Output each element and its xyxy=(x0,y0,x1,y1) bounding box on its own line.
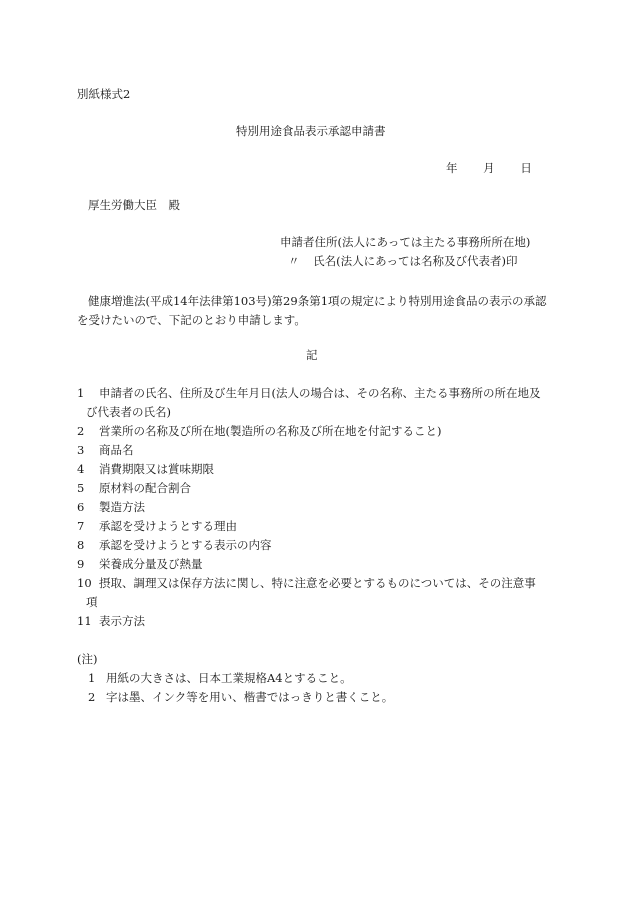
body-line-1: 健康増進法(平成14年法律第103号)第29条第1項の規定により特別用途食品の表示の承認 xyxy=(88,294,547,308)
date-year: 年 xyxy=(446,161,458,175)
form-label: 別紙様式2 xyxy=(77,87,131,101)
item-text: 消費期限又は賞味期限 xyxy=(99,462,214,476)
item-text: 営業所の名称及び所在地(製造所の名称及び所在地を付記すること) xyxy=(99,424,442,438)
date-day: 日 xyxy=(520,161,532,175)
item-number: 6 xyxy=(77,500,85,514)
date-month: 月 xyxy=(483,161,495,175)
page-title: 特別用途食品表示承認申請書 xyxy=(236,124,386,138)
item-text: 製造方法 xyxy=(99,500,145,514)
item-text: 表示方法 xyxy=(99,614,145,628)
item-10 xyxy=(77,575,536,591)
note-number: 2 xyxy=(88,690,96,704)
note-2 xyxy=(88,689,393,705)
item-text: 承認を受けようとする表示の内容 xyxy=(99,538,272,552)
item-number: 4 xyxy=(77,462,85,476)
item-text: 原材料の配合割合 xyxy=(99,481,191,495)
item-number: 5 xyxy=(77,481,85,495)
item-4 xyxy=(77,461,214,477)
item-number: 3 xyxy=(77,443,85,457)
item-7 xyxy=(77,518,237,534)
applicant-name-row xyxy=(288,253,518,269)
item-8 xyxy=(77,537,272,553)
ki-heading: 記 xyxy=(306,348,318,362)
item-text: 承認を受けようとする理由 xyxy=(99,519,237,533)
note-text: 用紙の大きさは、日本工業規格A4とすること。 xyxy=(106,671,352,685)
item-1-cont: び代表者の氏名) xyxy=(86,405,171,419)
item-number: 2 xyxy=(77,424,85,438)
item-2 xyxy=(77,423,441,439)
ditto-mark: 〃 xyxy=(288,254,300,268)
item-text: 栄養成分量及び熱量 xyxy=(99,557,203,571)
body-line-2: を受けたいので、下記のとおり申請します。 xyxy=(77,313,306,327)
item-11 xyxy=(77,613,145,629)
item-number: 1 xyxy=(77,386,85,400)
note-number: 1 xyxy=(88,671,96,685)
notes-heading: (注) xyxy=(77,652,98,666)
item-number: 11 xyxy=(77,614,92,628)
item-6 xyxy=(77,499,145,515)
note-1 xyxy=(88,670,352,686)
note-text: 字は墨、インク等を用い、楷書ではっきりと書くこと。 xyxy=(106,690,394,704)
item-5 xyxy=(77,480,191,496)
item-number: 9 xyxy=(77,557,85,571)
item-1 xyxy=(77,385,540,401)
item-10-cont: 項 xyxy=(86,595,98,609)
addressee: 厚生労働大臣 殿 xyxy=(88,198,180,212)
item-3 xyxy=(77,442,134,458)
item-text: 申請者の氏名、住所及び生年月日(法人の場合は、その名称、主たる事務所の所在地及 xyxy=(99,386,541,400)
applicant-name-label: 氏名(法人にあっては名称及び代表者)印 xyxy=(313,254,518,268)
item-text: 商品名 xyxy=(99,443,134,457)
item-number: 7 xyxy=(77,519,85,533)
item-number: 10 xyxy=(77,576,92,590)
item-text: 摂取、調理又は保存方法に関し、特に注意を必要とするものについては、その注意事 xyxy=(99,576,536,590)
item-9 xyxy=(77,556,203,572)
item-number: 8 xyxy=(77,538,85,552)
applicant-address-label: 申請者住所(法人にあっては主たる事務所所在地) xyxy=(280,235,531,249)
date-line xyxy=(446,160,532,176)
